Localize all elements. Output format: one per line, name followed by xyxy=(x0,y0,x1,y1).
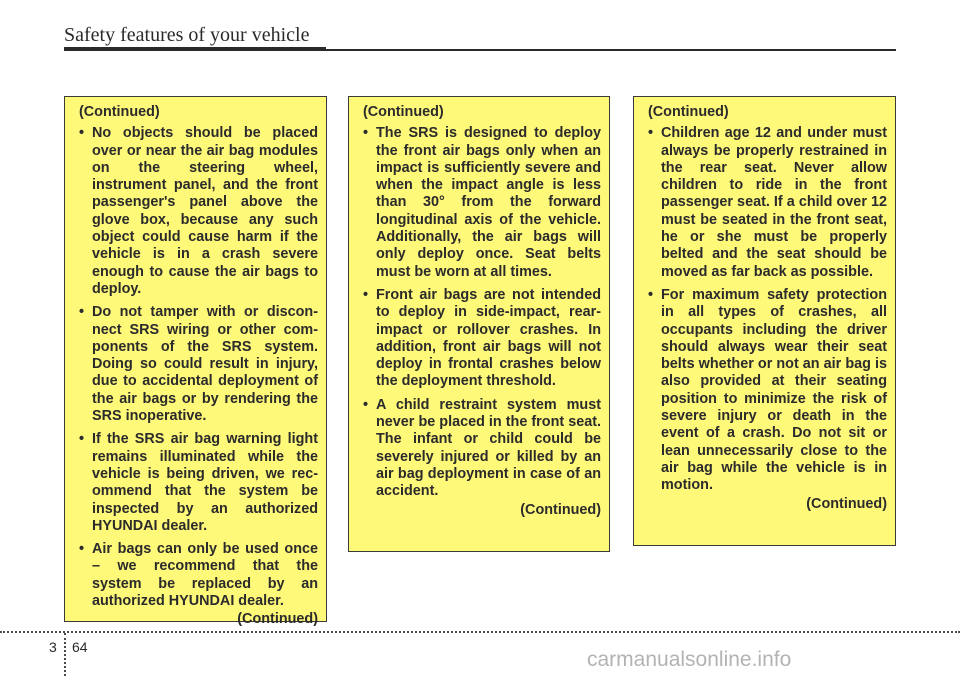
bullet-dot: • xyxy=(79,304,85,321)
bullet-text: The SRS is designed to deploy the front air bags only when an impact is sufficiently severe and when the impact angle is less than 30° from the forward longitudinal axis of the vehicle. Additionally, the air bags will only deploy once. Seat belts must be worn at all times. xyxy=(376,125,601,280)
bullet-dot: • xyxy=(363,286,369,303)
bullet-dot: • xyxy=(363,396,369,413)
bullet-dot: • xyxy=(79,125,85,142)
list-item xyxy=(79,304,318,425)
box-heading: (Continued) xyxy=(79,104,160,120)
bullet-list xyxy=(79,125,318,610)
chapter-number: 3 xyxy=(49,639,57,655)
bullet-text: No objects should be placed over or near the air bag modules on the steering wheel, instrument panel, and the front passenger's panel above the glove box, because any such object could cause harm if the vehicle is in a crash severe enough to cause the air bags to deploy. xyxy=(92,125,318,297)
bullet-dot: • xyxy=(648,125,654,142)
bullet-text: A child restraint system must never be placed in the front seat. The infant or child could be severely injured or killed by an air bag deployment in case of an accident. xyxy=(376,396,601,500)
header-rule-thick xyxy=(64,47,326,51)
bullet-text: Front air bags are not intended to deploy in side-impact, rear-impact or rollover crashes. In addition, front air bags will not deploy in frontal crashes below the deployment threshold. xyxy=(376,286,601,390)
warning-box-left xyxy=(64,96,327,628)
box-heading: (Continued) xyxy=(648,104,729,120)
header-rule-thin xyxy=(326,49,896,51)
list-item xyxy=(363,397,601,501)
box-heading: (Continued) xyxy=(363,104,444,120)
bullet-text: If the SRS air bag warning light remains illuminated while the vehicle is being driven, we recommend that the system be inspected by an authorized HYUNDAI dealer. xyxy=(92,431,318,534)
bullet-text: Children age 12 and under must always be properly restrained in the rear seat. Never allow children to ride in the front passenger seat. If a child over 12 must be seated in the front seat, he or she must be properly belted and the seat should be moved as far back as possible. xyxy=(661,125,887,280)
bullet-text: For maximum safety protection in all types of crashes, all occupants including the driver should always wear their seat belts whether or not an air bag is also provided at their seating position to minimize the risk of severe injury or death in the event of a crash. Do not sit or lean unnecessarily close to the air bag while the vehicle is in motion. xyxy=(661,286,887,494)
list-item xyxy=(648,287,887,495)
page-header-title: Safety features of your vehicle xyxy=(64,24,310,46)
list-item xyxy=(79,541,318,610)
list-item xyxy=(363,287,601,391)
bullet-dot: • xyxy=(79,541,85,558)
warning-box-right xyxy=(633,96,896,546)
footer-rule xyxy=(0,631,960,633)
bullet-dot: • xyxy=(648,286,654,303)
list-item xyxy=(363,125,601,281)
bullet-dot: • xyxy=(363,125,369,142)
box-footer: (Continued) xyxy=(237,611,318,628)
page-number: 64 xyxy=(72,639,88,655)
footer-divider xyxy=(64,633,66,676)
bullet-text: Air bags can only be used once – we recommend that the system be replaced by an authorized HYUNDAI dealer. xyxy=(92,541,318,610)
list-item xyxy=(79,431,318,535)
bullet-list xyxy=(363,125,601,500)
warning-box-middle xyxy=(348,96,610,552)
list-item xyxy=(648,125,887,281)
bullet-dot: • xyxy=(79,431,85,448)
bullet-text: Do not tamper with or disconnect SRS wiring or other components of the SRS system. Doing so could result in injury, due to accidental deployment of the air bags or by rendering the SRS inoperative. xyxy=(92,304,318,425)
watermark: carmanualsonline.info xyxy=(587,648,792,671)
box-footer: (Continued) xyxy=(520,501,601,518)
bullet-list xyxy=(648,125,887,494)
box-footer: (Continued) xyxy=(806,495,887,512)
list-item xyxy=(79,125,318,298)
